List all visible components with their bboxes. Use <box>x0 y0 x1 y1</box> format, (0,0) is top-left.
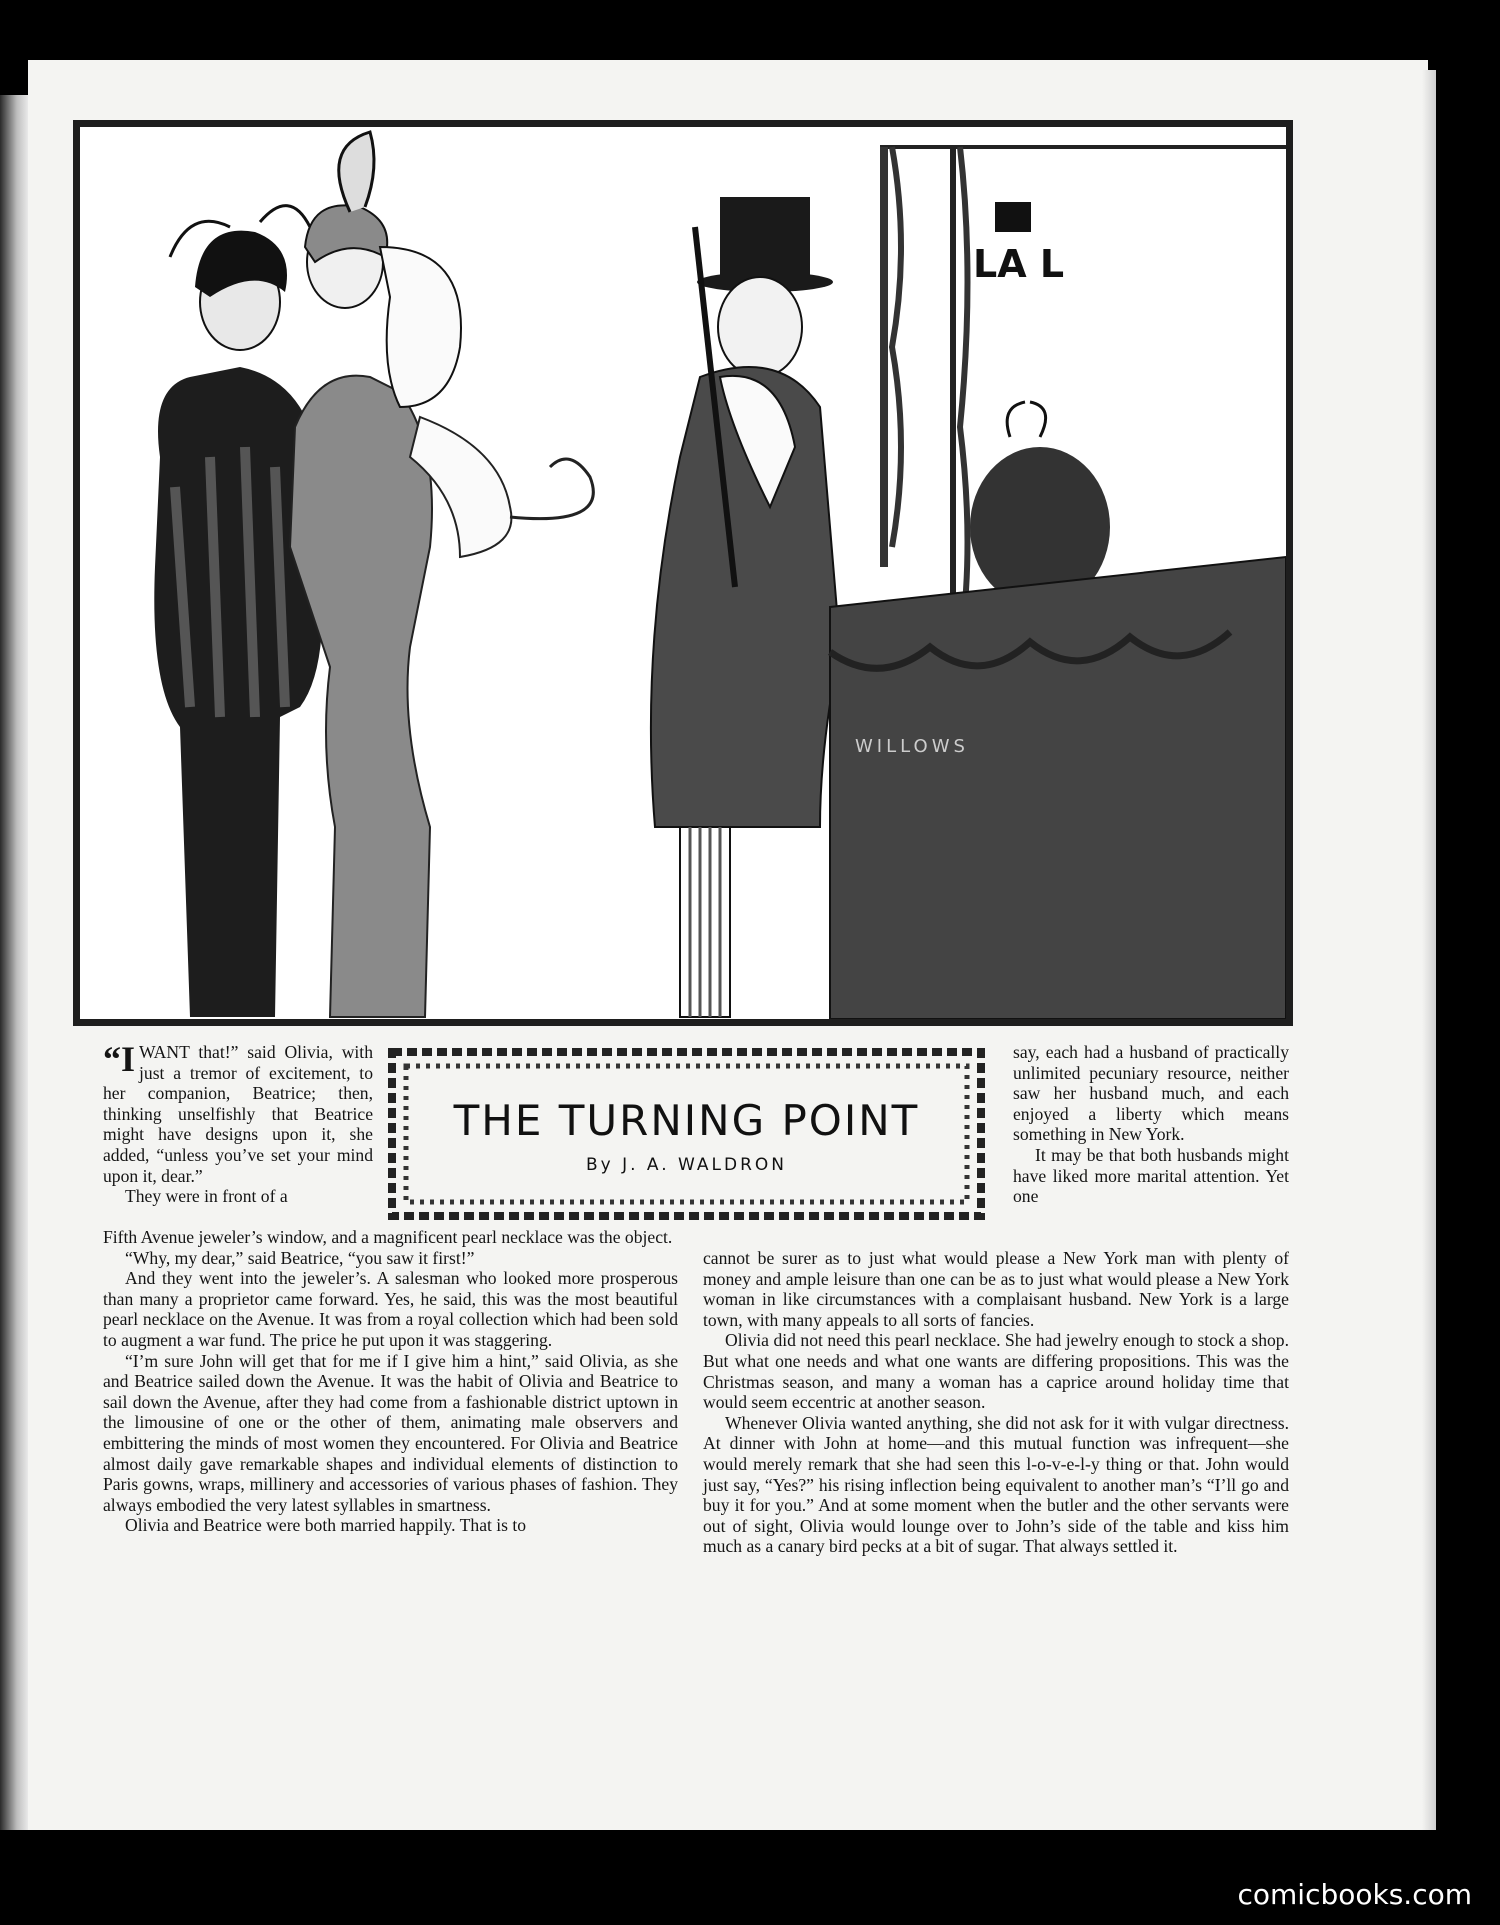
woman-in-grey-figure <box>290 132 593 1017</box>
paragraph: “I’m sure John will get that for me if I give him a hint,” said Olivia, as she and Beatrice sailed down the Avenue. It was the habit of Olivia and Beatrice to sail down the Avenue, after they had come from a fashionable district uptown in the limousine of one or the other of them, animating male observers and embittering the minds of most women they encountered. For Olivia and Beatrice almost daily gave remarkable shapes and individual elements of distinction to Paris gowns, wraps, millinery and accessories of various phases of fashion. They always embodied the very latest syllables in smartness. <box>103 1350 678 1515</box>
paragraph: And they went into the jeweler’s. A salesman who looked more prosperous than many a proprietor came forward. Yes, he said, this was the most beautiful pearl necklace on the Avenue. It was from a royal collection which had been sold to augment a war fund. The price he put upon it was staggering. <box>103 1268 678 1350</box>
drop-cap: “I <box>103 1039 136 1079</box>
column-1-top <box>103 1039 373 1207</box>
column-2-body <box>703 1248 1289 1557</box>
paragraph: Whenever Olivia wanted anything, she did not ask for it with vulgar directness. At dinner with John at home—and this mutual function was infrequent—she would merely remark that she had seen this l-o-v-e-l-y thing or that. John would just say, “Yes?” his rising inflection being equivalent to another man’s “I’ll go and buy it for you.” And at some moment when the butler and the other servants were out of sight, Olivia would lounge over to John’s side of the table and kiss him much as a canary bird pecks at a bit of sugar. That always settled it. <box>703 1412 1289 1557</box>
page-edge <box>1422 70 1436 1830</box>
paragraph: say, each had a husband of practically unlimited pecuniary resource, neither saw her husband much, and each enjoyed a liberty which means something in New York. <box>1013 1042 1289 1145</box>
illustration <box>73 120 1293 1026</box>
woman-in-fur-figure <box>154 206 322 1017</box>
illustration-art <box>80 127 1286 1019</box>
gentleman-figure <box>651 197 840 1017</box>
article-byline: By J. A. WALDRON <box>585 1155 788 1175</box>
paragraph: cannot be surer as to just what would please a New York man with plenty of money and ample leisure than one can be as to just what would please a New York woman in like circumstances with a complaisant husband. New York is a large town, with many appeals to all sorts of fancies. <box>703 1248 1289 1330</box>
opening-paragraph: “I WANT that!” said Olivia, with just a tremor of excitement, to her companion, Beatrice; then, thinking unselfishly that Beatrice might have designs upon it, she added, “unless you’ve set your mind upon it, dear.” <box>103 1039 373 1186</box>
column-1-body <box>103 1227 678 1536</box>
title-box <box>388 1048 985 1220</box>
article-title: THE TURNING POINT <box>453 1096 920 1145</box>
paragraph: They were in front of a <box>125 1186 288 1207</box>
paragraph: Fifth Avenue jeweler’s window, and a magnificent pearl necklace was the object. <box>103 1227 673 1247</box>
watermark: comicbooks.com <box>1237 1878 1472 1911</box>
paragraph: “Why, my dear,” said Beatrice, “you saw it first!” <box>125 1247 475 1268</box>
paragraph: It may be that both husbands might have liked more marital attention. Yet one <box>1013 1144 1289 1207</box>
paragraph: Olivia did not need this pearl necklace. She had jewelry enough to stock a shop. But what one needs and what one wants are differing propositions. This was the Christmas season, and many a woman has a caprice around holiday time that would seem eccentric at another season. <box>703 1330 1289 1413</box>
shop-sign: LA L <box>973 242 1065 286</box>
artist-signature: WILLOWS <box>855 736 969 757</box>
paragraph: Olivia and Beatrice were both married happily. That is to <box>125 1515 527 1536</box>
column-2-top <box>1013 1042 1289 1207</box>
book-spine <box>0 95 28 1830</box>
shop-window <box>830 147 1286 1019</box>
